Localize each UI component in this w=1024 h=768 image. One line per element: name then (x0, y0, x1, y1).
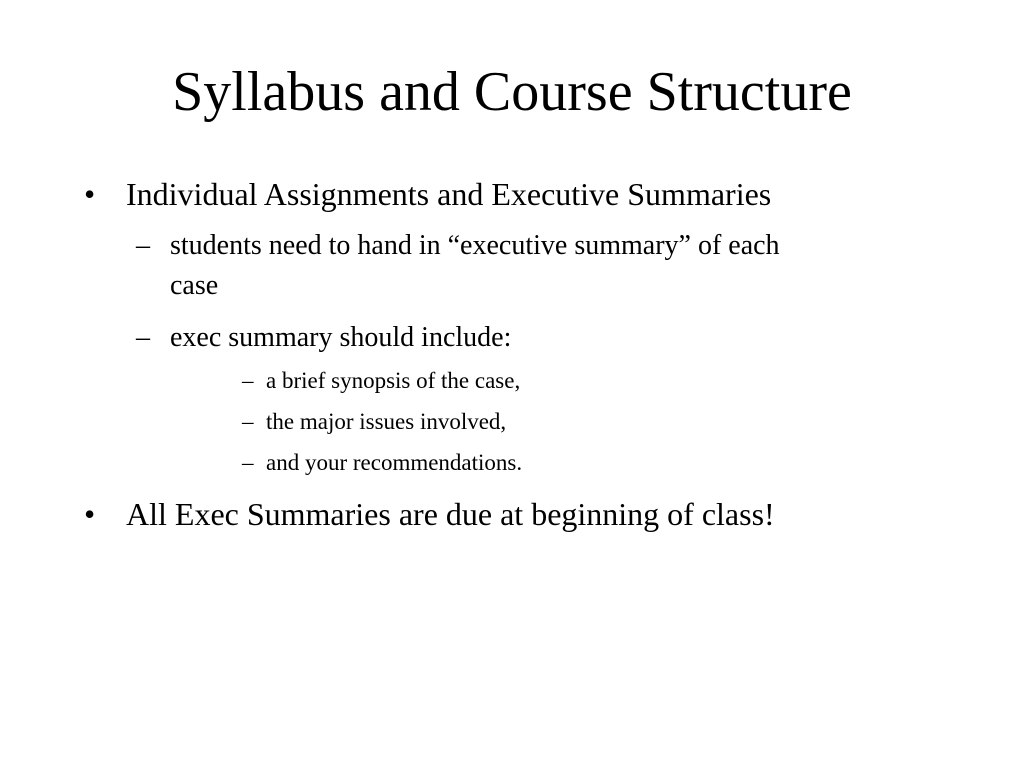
sub-sub-bullet-text: a brief synopsis of the case, (266, 368, 521, 393)
bullet-item-assignments (0, 174, 1024, 214)
bullet-text: Individual Assignments and Executive Summaries (126, 176, 772, 212)
sub-sub-bullet-text: and your recommendations. (266, 450, 523, 475)
sub-bullet-text: exec summary should include: (170, 322, 512, 353)
sub-sub-bullet-marker: – (242, 450, 254, 475)
bullet-marker: • (84, 176, 96, 212)
slide-title: Syllabus and Course Structure (172, 61, 852, 123)
sub-bullet-marker: – (136, 230, 150, 261)
sub-sub-bullet-text: the major issues involved, (266, 409, 507, 434)
sub-sub-bullet-issues (0, 407, 1024, 437)
sub-sub-bullet-recommendations (0, 448, 1024, 478)
bullet-item-due (0, 494, 1024, 534)
sub-bullet-text-line-1: students need to hand in “executive summary” of each (170, 230, 780, 261)
sub-bullet-hand-in (0, 226, 1024, 306)
sub-bullet-include (0, 318, 1024, 358)
sub-bullet-marker: – (136, 322, 150, 353)
sub-sub-bullet-marker: – (242, 409, 254, 434)
sub-sub-bullet-marker: – (242, 368, 254, 393)
bullet-marker: • (84, 496, 96, 532)
sub-bullet-text-line-2: case (170, 270, 219, 301)
bullet-text: All Exec Summaries are due at beginning of class! (126, 496, 775, 532)
sub-sub-bullet-synopsis (0, 366, 1024, 396)
